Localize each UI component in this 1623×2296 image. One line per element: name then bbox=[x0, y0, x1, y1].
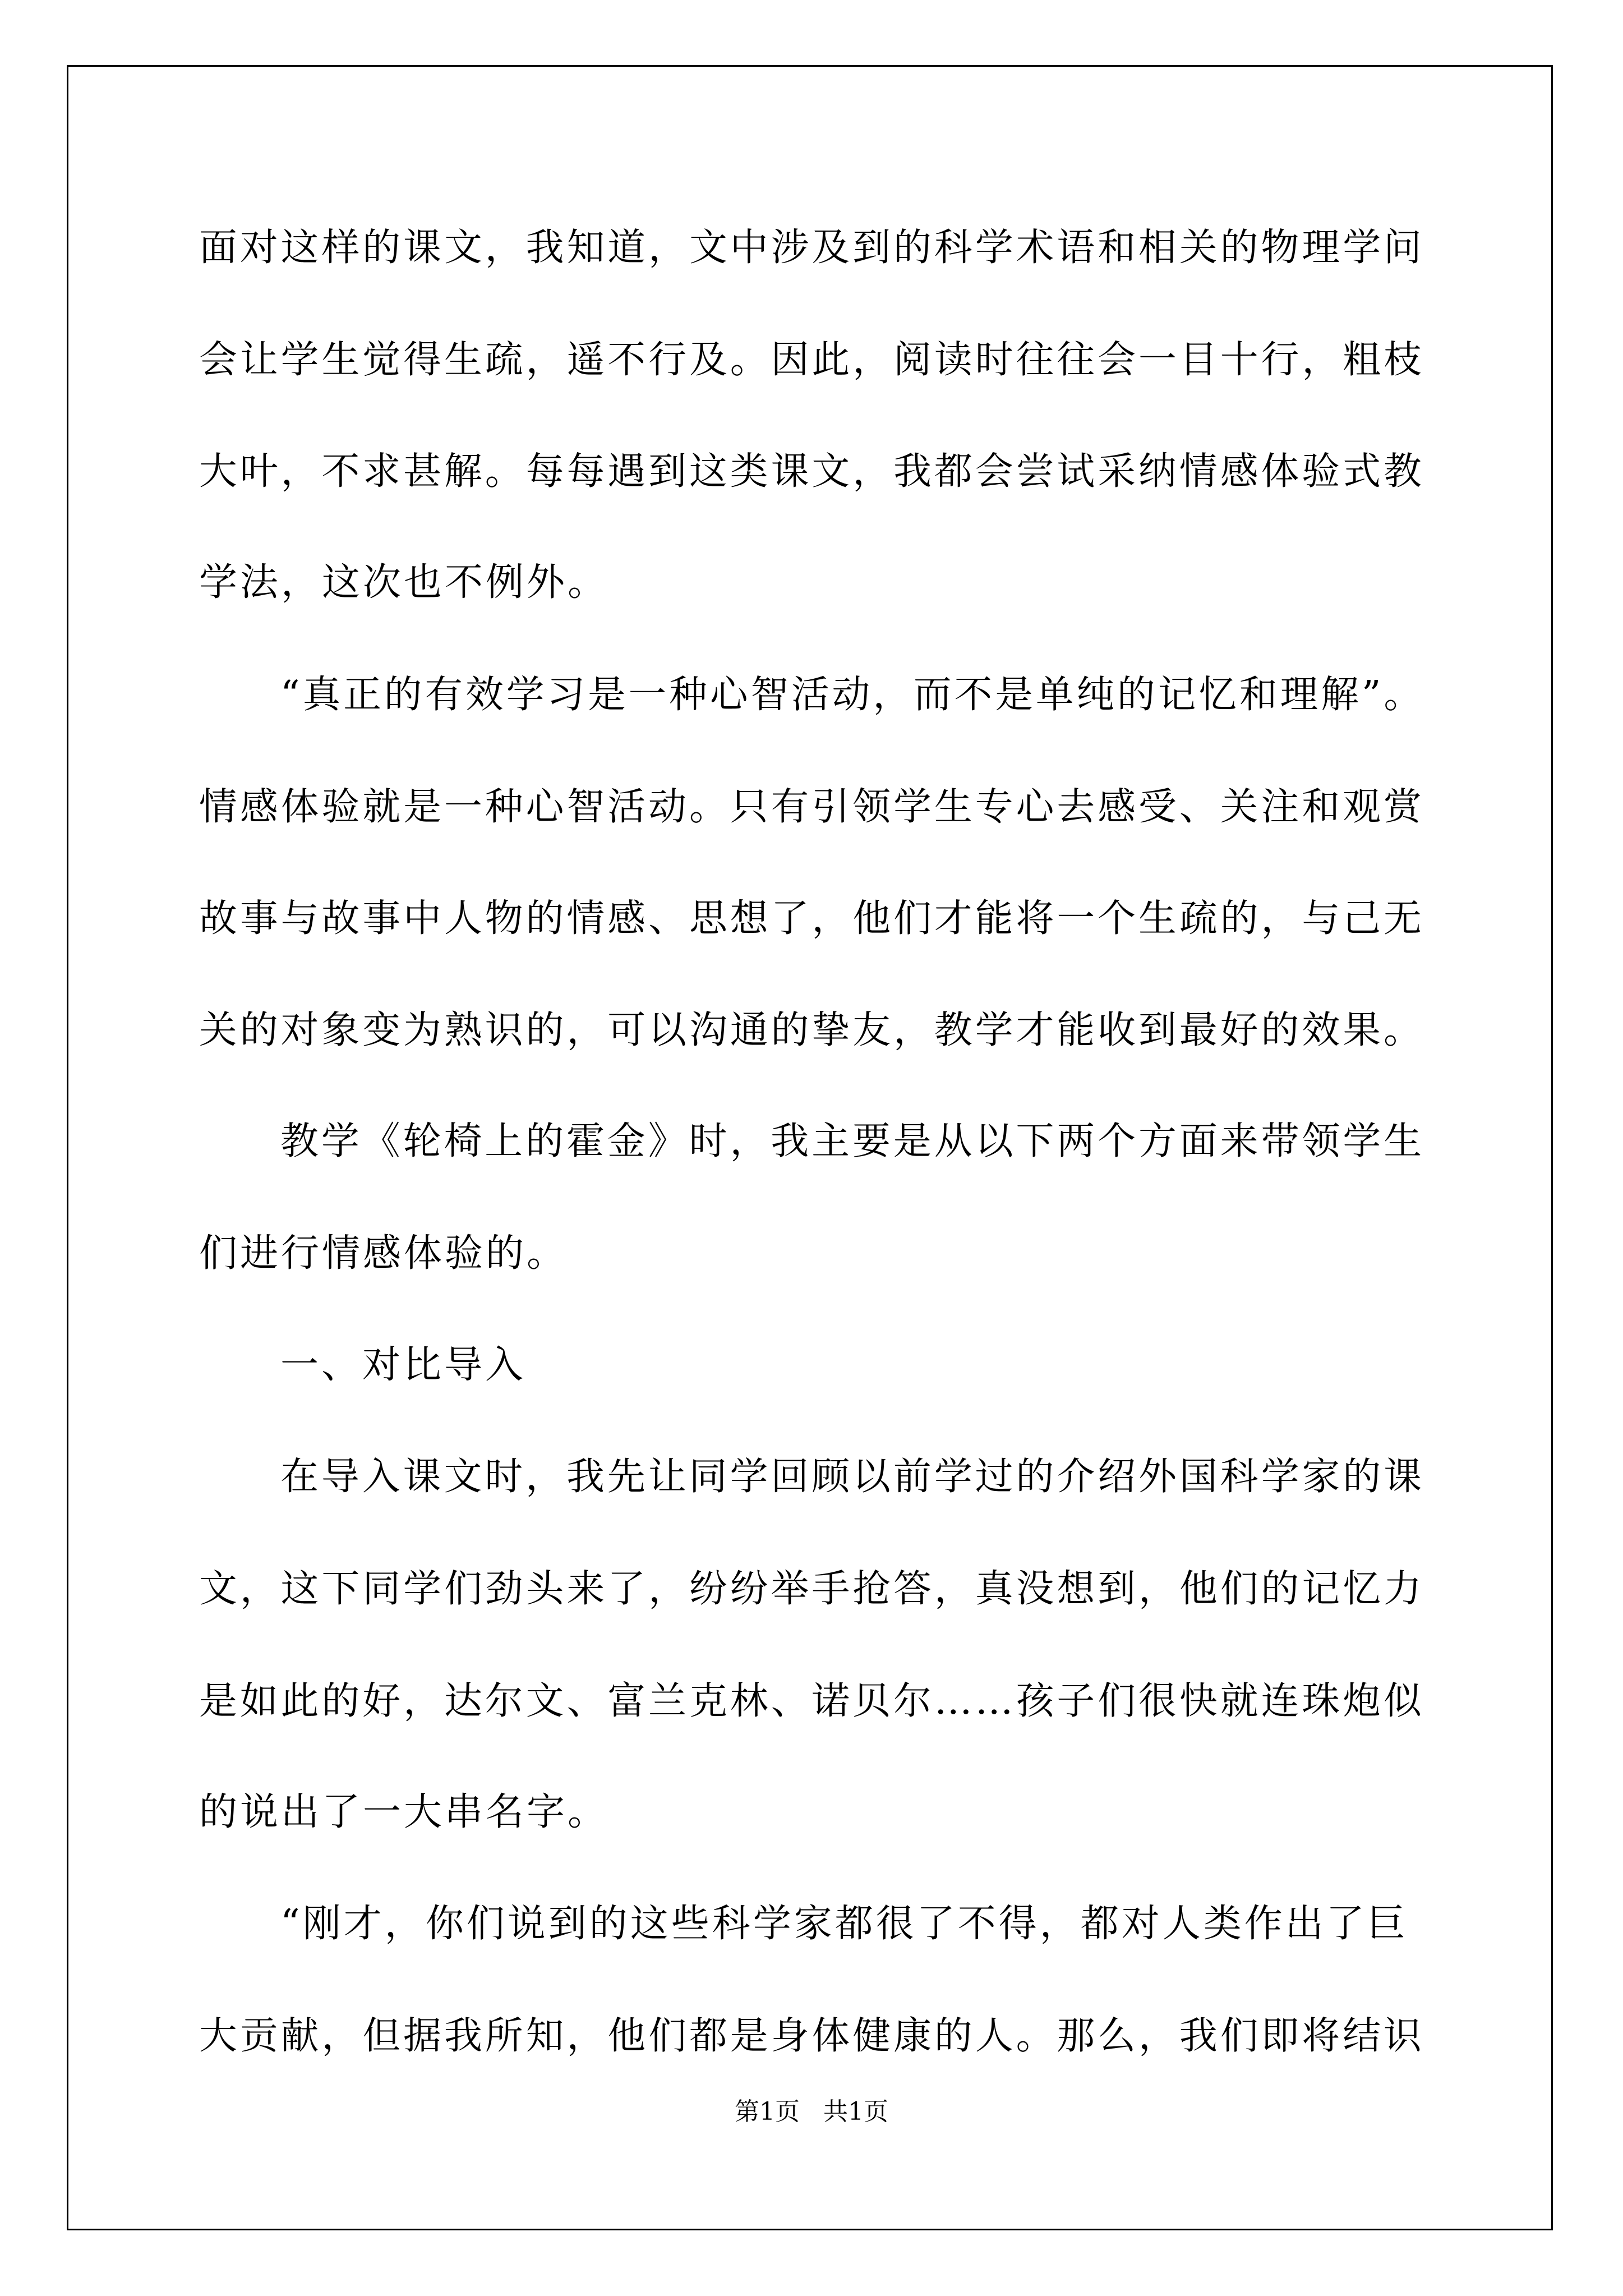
text-line: 文，这下同学们劲头来了，纷纷举手抢答，真没想到，他们的记忆力 bbox=[199, 1566, 1424, 1611]
text-line: 在导入课文时，我先让同学回顾以前学过的介绍外国科学家的课 bbox=[280, 1455, 1425, 1499]
text-line: 会让学生觉得生疏，遥不行及。因此，阅读时往往会一目十行，粗枝 bbox=[199, 337, 1424, 381]
text-line: 大贡献，但据我所知，他们都是身体健康的人。那么，我们即将结识 bbox=[199, 2013, 1424, 2058]
text-line: 教学《轮椅上的霍金》时，我主要是从以下两个方面来带领学生 bbox=[280, 1119, 1425, 1163]
text-line: “真正的有效学习是一种心智活动，而不是单纯的记忆和理解”。 bbox=[280, 672, 1425, 716]
text-line: 们进行情感体验的。 bbox=[199, 1231, 568, 1276]
text-line: 关的对象变为熟识的，可以沟通的挚友，教学才能收到最好的效果。 bbox=[199, 1007, 1424, 1052]
text-line: 的说出了一大串名字。 bbox=[199, 1790, 609, 1834]
text-line: 是如此的好，达尔文、富兰克林、诺贝尔……孩子们很快就连珠炮似 bbox=[199, 1678, 1424, 1723]
text-line: 故事与故事中人物的情感、思想了，他们才能将一个生疏的，与己无 bbox=[199, 896, 1424, 940]
text-line: 大叶，不求甚解。每每遇到这类课文，我都会尝试采纳情感体验式教 bbox=[199, 449, 1424, 493]
text-line: 情感体验就是一种心智活动。只有引领学生专心去感受、关注和观赏 bbox=[199, 784, 1424, 829]
text-line: “刚才，你们说到的这些科学家都很了不得，都对人类作出了巨 bbox=[280, 1902, 1408, 1946]
text-line: 学法，这次也不例外。 bbox=[199, 560, 609, 605]
text-line: 面对这样的课文，我知道，文中涉及到的科学术语和相关的物理学问 bbox=[199, 225, 1424, 269]
page-footer: 第1页 共1页 bbox=[735, 2097, 888, 2126]
section-heading: 一、对比导入 bbox=[280, 1343, 527, 1387]
